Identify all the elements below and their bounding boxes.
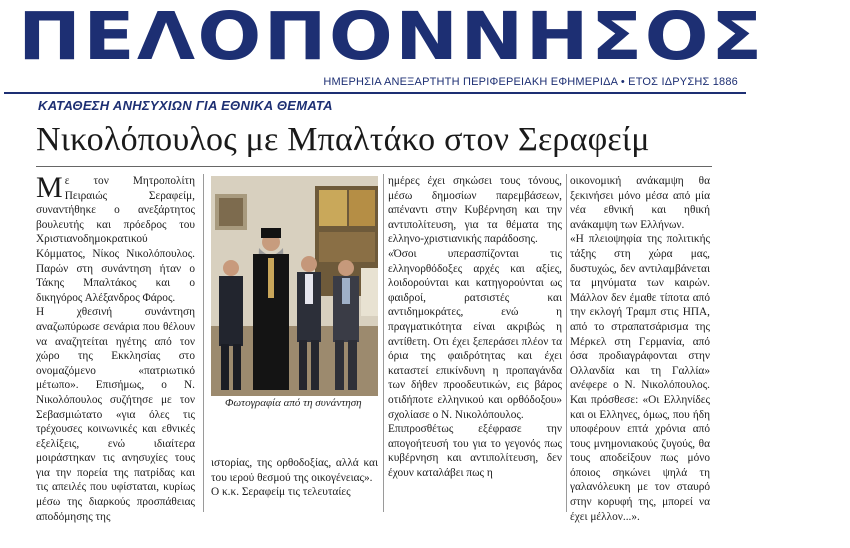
meeting-photo	[211, 176, 378, 396]
article-column-1	[36, 171, 195, 523]
masthead	[0, 0, 765, 92]
newspaper-title: ΠΕΛΟΠΟΝΝΗΣΟΣ	[18, 0, 765, 75]
body-text: ε τον Μητροπολίτη Πειραιώς Σεραφείμ, συναντήθηκε ο ανεξάρτητος βουλευτής και πρόεδρος του Χριστιανοδημοκρατικού Κόμματος, Νίκος Νικολόπουλος. Παρών στη συνάντηση ήταν ο Τάκης Μπαλτάκος και ο δικηγόρος Αλέξανδρος Φάρος.	[36, 175, 195, 304]
article-kicker: ΚΑΤΑΘΕΣΗ ΑΝΗΣΥΧΙΩΝ ΓΙΑ ΕΘΝΙΚΑ ΘΕΜΑΤΑ	[38, 98, 333, 113]
article-photo	[211, 176, 378, 410]
body-paragraph: Η χθεσινή συνάντηση αναζωπύρωσε σενάρια που θέλουν να αναζητείται ηγέτης από τον χώρο της Εκκλησίας στο ονομαζόμενο «πατριωτικό μέτωπο». Επισήμως, ο Ν. Νικολόπουλος συζήτησε με τον Σεβασμιώτατο «για όλες τις τρέχουσες κοινωνικές και εθνικές εξελίξεις, ενώ ιδιαίτερα μοιράστηκαν τις ανησυχίες τους για την πορεία της πατρίδας και τις απειλές που υφίσταται, κυρίως μέσω της διαρκούς προσπάθειας αποδόμησης της	[36, 306, 195, 523]
photo-caption: Φωτογραφία από τη συνάντηση	[225, 397, 362, 409]
masthead-divider	[4, 92, 746, 94]
body-paragraph: «Η πλειοψηφία της πολιτικής τάξης στη χώρα μας, δυστυχώς, δεν αντιλαμβάνεται τα μηνύματα των καιρών. Μάλλον δεν έμαθε τίποτα από την εκλογή Τραμπ στις ΗΠΑ, από το στραπατσάρισμα της Μέρκελ στη Γερμανία, από όσα προδιαγράφονται στην Ολλανδία και τη Γαλλία» ανέφερε ο Ν. Νικολόπουλος. Και πρόσθεσε: «Οι Ελληνίδες και οι Ελληνες, όμως, που ήδη υποφέρουν επτά χρόνια από τους μνημονιακούς ζυγούς, θα τους αποδείξουν πως μόνο όποιος σηκώνει ψηλά τη γαλανόλευκη με τον σταυρό στην κορυφή της, μπορεί να έχει μέλλον...».	[570, 233, 710, 523]
newspaper-subtitle: ΗΜΕΡΗΣΙΑ ΑΝΕΞΑΡΤΗΤΗ ΠΕΡΙΦΕΡΕΙΑΚΗ ΕΦΗΜΕΡΙΔΑ • ΕΤΟΣ ΙΔΡΥΣΗΣ 1886	[323, 76, 738, 88]
body-paragraph: Ο κ.κ. Σεραφείμ τις τελευταίες	[211, 486, 351, 499]
body-paragraph	[36, 171, 195, 305]
body-paragraph: ιστορίας, της ορθοδοξίας, αλλά και του ιερού θεσμού της οικογένειας».	[211, 457, 378, 484]
column-divider	[383, 174, 384, 512]
headline-divider	[36, 166, 712, 167]
column-divider	[203, 174, 204, 512]
column-divider	[566, 174, 567, 512]
article-column-3	[388, 174, 562, 514]
body-paragraph: ημέρες έχει σηκώσει τους τόνους, μέσω δημοσίων παρεμβάσεων, απέναντι στην Κυβέρνηση και την αντιπολίτευση, για τα θέματα της ελληνο-χριστιανικής παράδοσης.	[388, 175, 562, 246]
body-paragraph: οικονομική ανάκαμψη θα ξεκινήσει μόνο μέσα από μία νέα εθνική και ηθική ανάκαμψη των Ελλήνων.	[570, 175, 710, 231]
body-paragraph: «Όσοι υπερασπίζονται τις ελληνορθόδοξες αρχές και αξίες, λοιδορούνται και κατηγορούνται ως φαιδροί, ρατσιστές και αντιδημοκράτες, ενώ η πραγματικότητα είναι ακριβώς η αντίθετη. Οτι έχει ξεπεράσει πλέον τα όρια της φαιδρότητας και έχει καταστεί επικίνδυνη η προπαγάνδα των δήθεν προοδευτικών, εις βάρος οτιδήποτε ελληνικού και ορθόδοξου» σχολίασε ο Ν. Νικολόπουλος.	[388, 247, 562, 421]
article-headline: Νικολόπουλος με Μπαλτάκο στον Σεραφείμ	[36, 121, 650, 158]
body-paragraph: Επιπροσθέτως εξέφρασε την απογοήτευσή του για το γεγονός πως κυβέρνηση και αντιπολίτευση, δεν έχουν καταλάβει πως η	[388, 423, 562, 479]
drop-cap: Μ	[36, 171, 63, 204]
article-column-4	[570, 174, 710, 523]
article-column-2	[211, 456, 378, 516]
meeting-photo-illustration	[211, 176, 378, 396]
